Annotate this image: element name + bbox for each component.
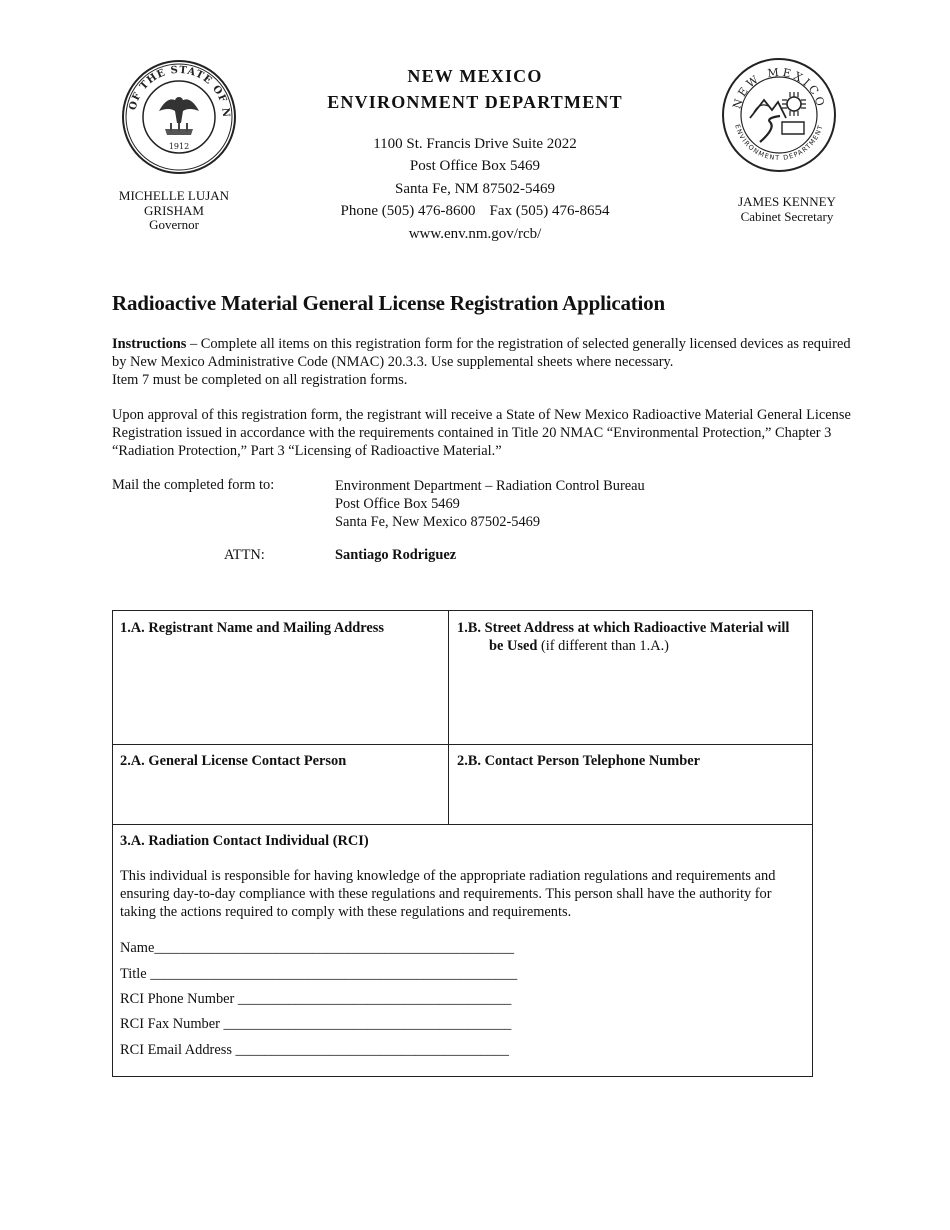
logo-top-text: NEW MEXICO (730, 65, 828, 111)
instructions-note: Item 7 must be completed on all registration forms. (112, 372, 408, 388)
mail-address-line1: Environment Department – Radiation Control Bureau (335, 478, 645, 494)
rci-email-field[interactable]: RCI Email Address ______________________________________ (120, 1042, 509, 1058)
address-line3: Santa Fe, NM 87502-5469 (395, 180, 555, 197)
instructions-paragraph (112, 335, 852, 389)
rci-title-field[interactable]: Title ___________________________________________________ (120, 966, 518, 982)
table-divider-row2 (112, 824, 812, 825)
item-1b-label-line1: 1.B. Street Address at which Radioactive Material will (457, 620, 790, 636)
item-2a-contact-person-field[interactable]: 2.A. General License Contact Person (120, 753, 347, 769)
governor-name-line2: GRISHAM (144, 202, 204, 218)
item-3a-rci-heading: 3.A. Radiation Contact Individual (RCI) (120, 833, 369, 849)
state-seal-logo (121, 59, 237, 175)
governor-block (100, 189, 248, 233)
rci-name-field[interactable]: Name__________________________________________________ (120, 940, 515, 956)
department-title-line1: NEW MEXICO (407, 66, 543, 86)
contact-phone-fax (270, 200, 680, 222)
mail-address-line3: Santa Fe, New Mexico 87502-5469 (335, 514, 541, 530)
seal-arc-text: OF THE STATE OF N (127, 64, 232, 119)
seal-year: 1912 (168, 142, 190, 151)
secretary-name: JAMES KENNEY (738, 194, 836, 209)
department-address (270, 133, 680, 245)
item-2b-contact-phone-field[interactable]: 2.B. Contact Person Telephone Number (457, 753, 701, 769)
secretary-block (720, 194, 854, 224)
item-1b-label-line2: be Used (489, 638, 538, 654)
address-line2: Post Office Box 5469 (409, 158, 541, 175)
attn-name: Santiago Rodriguez (335, 547, 457, 563)
department-title (270, 63, 680, 115)
environment-department-logo (720, 56, 838, 174)
department-title-line2: ENVIRONMENT DEPARTMENT (327, 92, 623, 112)
item-1b-note: (if different than 1.A.) (537, 638, 669, 654)
mail-address (335, 477, 645, 531)
mail-label: Mail the completed form to: (112, 477, 275, 493)
address-line1: 1100 St. Francis Drive Suite 2022 (373, 136, 577, 152)
secretary-title: Cabinet Secretary (740, 209, 834, 224)
table-divider-row1 (112, 744, 812, 745)
website-link[interactable]: www.env.nm.gov/rcb/ (408, 225, 542, 242)
document-title: Radioactive Material General License Registration Application (112, 291, 665, 315)
fax-number: Fax (505) 476-8654 (489, 203, 610, 220)
phone-number: Phone (505) 476-8600 (340, 203, 476, 220)
rci-phone-field[interactable]: RCI Phone Number ______________________________________ (120, 991, 512, 1007)
instructions-label: Instructions (112, 336, 187, 352)
mail-address-line2: Post Office Box 5469 (335, 496, 460, 512)
instructions-text: – Complete all items on this registration form for the registration of selected generally licensed devices as required by New Mexico Administrative Code (NMAC) 20.3.3. Use supplemental sheets where necessary. (112, 336, 851, 370)
governor-title: Governor (149, 217, 199, 232)
logo-bottom-text: ENVIRONMENT DEPARTMENT (733, 123, 825, 163)
item-1b-street-address-field[interactable] (457, 619, 807, 655)
item-1a-registrant-name-field[interactable]: 1.A. Registrant Name and Mailing Address (120, 620, 384, 636)
attn-label: ATTN: (224, 547, 265, 563)
approval-paragraph: Upon approval of this registration form, the registrant will receive a State of New Mexico Radioactive Material General License Registration issued in accordance with the requirements contained in Title 20 NMAC “Environmental Protection,” Chapter 3 “Radiation Protection,” Part 3 “Licensing of Radioactive Material.” (112, 407, 851, 459)
governor-name-line1: MICHELLE LUJAN (118, 188, 230, 203)
rci-fax-field[interactable]: RCI Fax Number ________________________________________ (120, 1016, 512, 1032)
rci-description: This individual is responsible for having knowledge of the appropriate radiation regulations and requirements and ensuring day-to-day compliance with these regulations and requirements. This person shall have the authority for taking the actions required to comply with these regulations and requirements. (120, 868, 776, 920)
svg-text:ENVIRONMENT DEPARTMENT (733, 123, 825, 162)
table-divider-vertical (448, 610, 449, 824)
